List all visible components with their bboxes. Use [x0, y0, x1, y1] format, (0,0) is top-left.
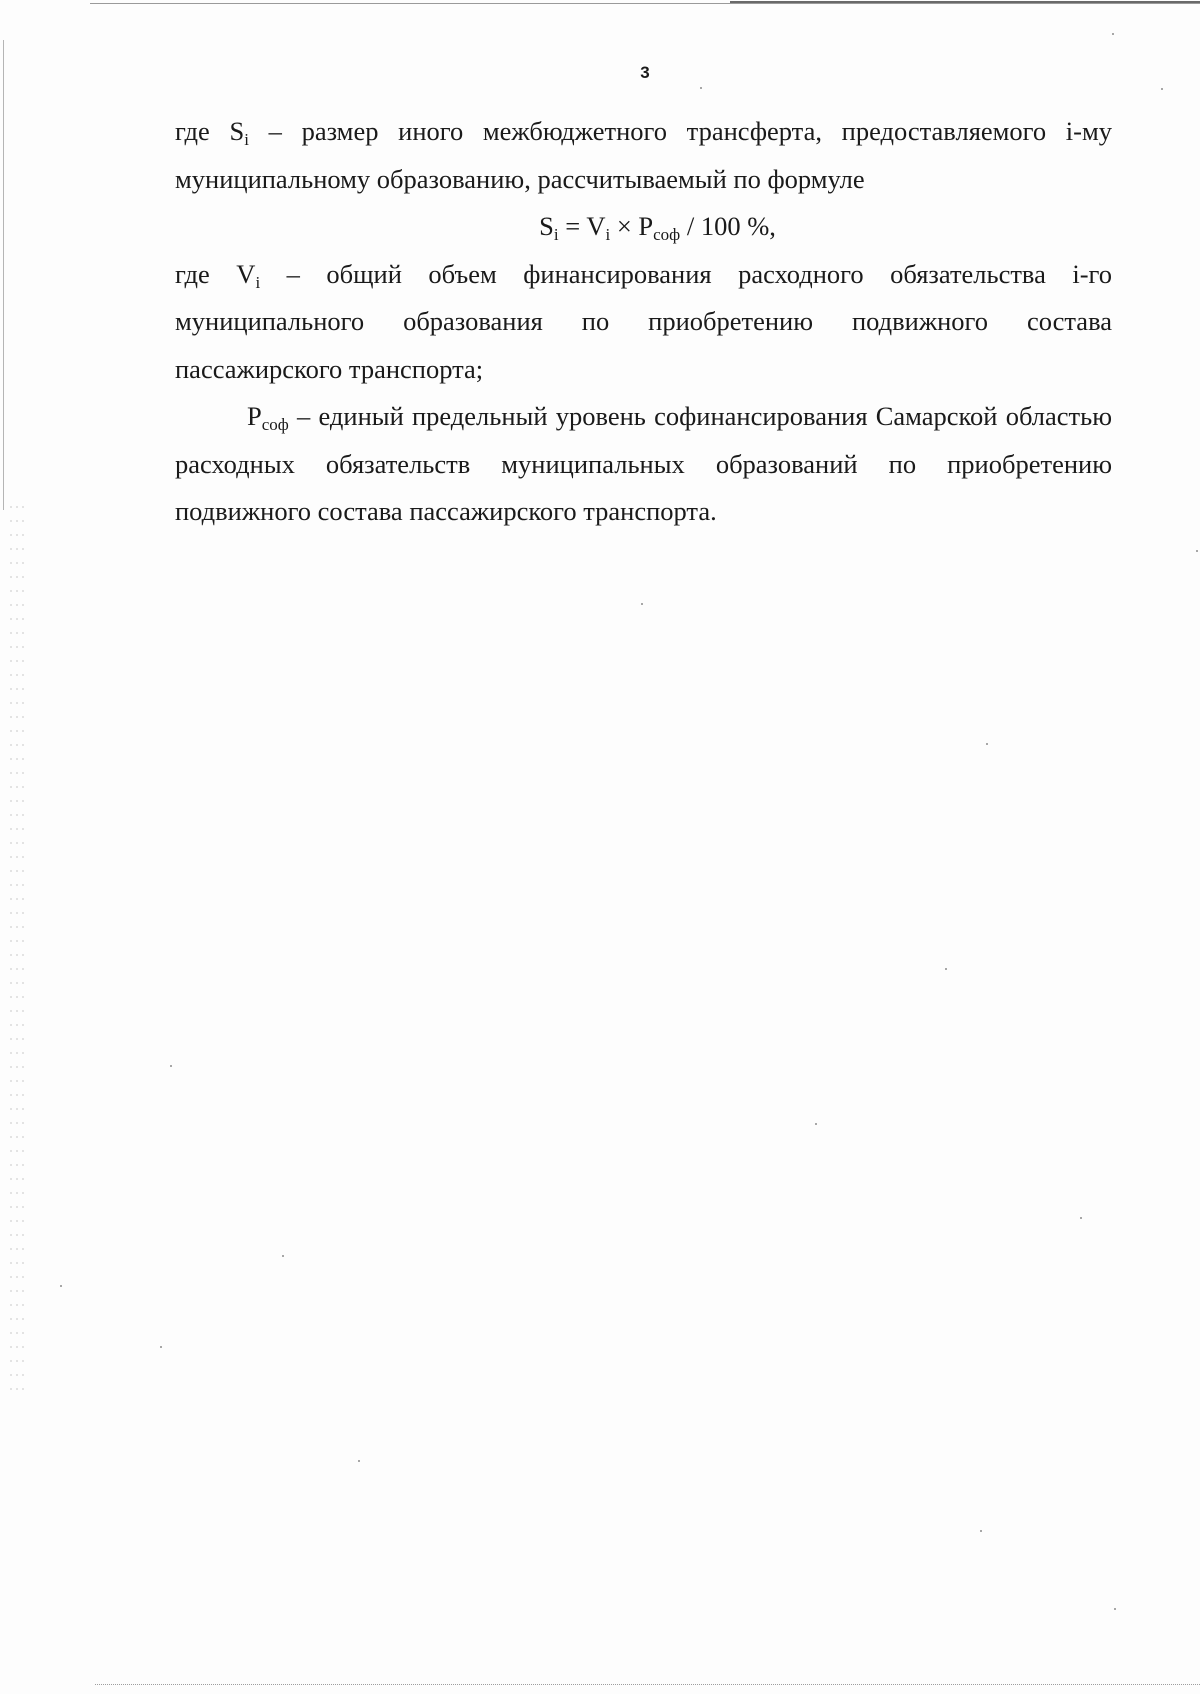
formula-equals: = — [558, 211, 587, 241]
formula — [175, 203, 1112, 251]
paragraph-text: – единый предельный уровень софинансирования Самарской областью расходных обязательств муниципальных образований по приобретению подвижного состава пассажирского транспорта. — [175, 401, 1112, 526]
paragraph-transfer-size — [175, 108, 1112, 203]
formula-p: P — [638, 211, 654, 241]
scan-edge-line-top-dark — [730, 1, 1200, 3]
scan-speck — [1161, 88, 1163, 90]
paragraph-cofinancing-level — [175, 393, 1112, 536]
paragraph-prefix: где — [175, 258, 237, 289]
scan-edge-line-bottom — [95, 1684, 1200, 1685]
formula-tail: / 100 %, — [680, 211, 776, 241]
scan-edge-line-left — [3, 40, 4, 510]
document-body — [175, 108, 1112, 536]
formula-v-subscript: i — [605, 225, 611, 244]
variable-subscript: i — [255, 272, 261, 292]
variable-s: S — [229, 116, 245, 146]
scan-speck — [945, 968, 947, 970]
scan-speck — [1080, 1217, 1082, 1219]
scan-speck — [358, 1460, 360, 1462]
scan-speck — [170, 1065, 172, 1067]
variable-subscript: i — [244, 130, 249, 149]
page-number: 3 — [640, 63, 650, 82]
paragraph-text: – размер иного межбюджетного трансферта, предоставляемого i-му муниципальному образованию, рассчитываемый по формуле — [175, 116, 1113, 194]
scan-speck — [641, 603, 643, 605]
scan-speck — [1114, 1608, 1116, 1610]
scan-speck — [160, 1346, 162, 1348]
scan-speck — [1112, 33, 1114, 35]
scan-edge-line-top — [90, 3, 1200, 4]
scan-speck — [60, 1285, 62, 1287]
paragraph-text: – общий объем финансирования расходного обязательства i-го муниципального образования по приобретению подвижного состава пассажирского транспорта; — [175, 258, 1113, 384]
scan-speck — [986, 743, 988, 745]
scan-speck — [815, 1123, 817, 1125]
scan-speck — [980, 1530, 982, 1532]
scan-speck — [282, 1255, 284, 1257]
variable-subscript: соф — [261, 415, 289, 434]
variable-p: P — [247, 401, 262, 431]
formula-s-subscript: i — [553, 225, 559, 244]
scan-noise-left — [8, 500, 24, 1400]
paragraph-funding-volume — [175, 251, 1112, 394]
variable-v: V — [236, 258, 256, 289]
formula-s: S — [539, 211, 554, 241]
formula-times: × — [610, 211, 639, 241]
scan-speck — [1196, 550, 1198, 552]
formula-v: V — [586, 211, 606, 241]
paragraph-prefix: где — [175, 116, 230, 146]
scan-speck — [700, 87, 702, 89]
formula-p-subscript: соф — [653, 225, 681, 244]
